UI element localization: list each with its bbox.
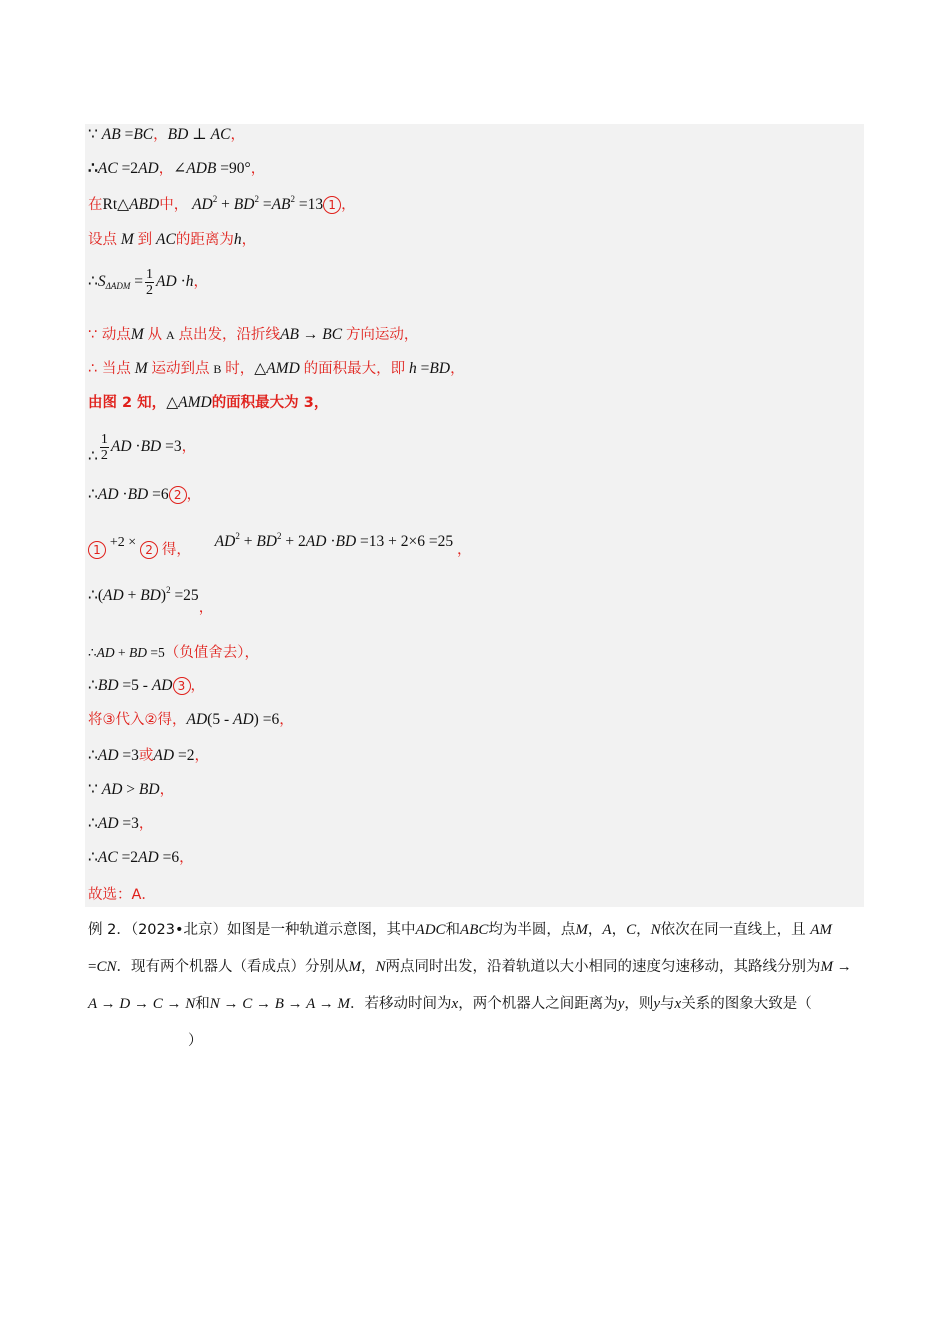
solution-line-3: 在Rt△ABD中， $AD^2 + BD^2 =AB^2 =13$ 1 ， [88, 194, 356, 213]
solution-line-10: ∴AD ·BD =6 2 ， [88, 486, 202, 503]
solution-line-1: ∵ AB =BC，BD ⊥ AC， [88, 126, 245, 143]
solution-line-16: ∴AD =3或AD =2， [88, 747, 209, 764]
solution-line-14: ∴BD =5 - AD 3 ， [88, 677, 205, 694]
solution-line-15: 将③代入②得，AD(5 - AD) =6， [88, 711, 294, 728]
solution-line-13: ∴AD + BD =5（负值舍去）， [88, 645, 259, 661]
circled-number-1: 1 [323, 196, 341, 214]
solution-line-18: ∴AD =3， [88, 815, 154, 832]
circled-number-2: 2 [169, 486, 187, 504]
solution-line-9: ∴ $\frac{1}{2}$ AD ·BD =3， [88, 431, 197, 465]
circled-number-3: 3 [173, 677, 191, 695]
circled-number-2: 2 [140, 541, 158, 559]
solution-line-7: ∴ 当点 M 运动到点 B 时，△AMD 的面积最大，即 h =BD， [88, 360, 465, 377]
solution-answer: 故选：A． [88, 887, 156, 903]
solution-line-17: ∵ AD > BD， [88, 781, 175, 798]
solution-line-2: ∴AC =2AD，∠ADB =90°， [88, 160, 266, 177]
fraction-half: $\frac{1}{2}$ [100, 431, 108, 463]
solution-line-19: ∴AC =2AD =6， [88, 849, 194, 866]
solution-line-6: ∵ 动点M 从 A 点出发，沿折线AB → BC 方向运动， [88, 326, 419, 343]
solution-line-8: 由图 2 知，△AMD的面积最大为 3， [88, 394, 329, 411]
solution-line-5: $\therefore S_{\Delta ADM}$ = $\frac{1}{2}$ AD ·h， [88, 266, 208, 298]
solution-line-12: ∴(AD + BD)$^2$ =25， [88, 585, 214, 616]
solution-line-4: 设点 M 到 AC的距离为h， [88, 231, 257, 248]
solution-line-11: 1 +2 × 2 得， $AD^2 + BD^2 + 2AD \cdot BD =13 + 2\times 6 =25$ ， [88, 524, 472, 568]
example-2-question: 例 2．（2023•北京）如图是一种轨道示意图，其中ADC和ABC均为半圆，点M，A，C，N依次在同一直线上，且 AM =CN．现有两个机器人（看成点）分别从M，N两点同时出发，沿着轨道以大小相同的速度匀速移动，其路线分别为M → A → D → C → N和N → C → B → A → M．若移动时间为x，两个机器人之间距离为y，则y与x关系的图象大致是（） [88, 922, 852, 1049]
fraction-half: $\frac{1}{2}$ [146, 266, 154, 298]
circled-number-1: 1 [88, 541, 106, 559]
